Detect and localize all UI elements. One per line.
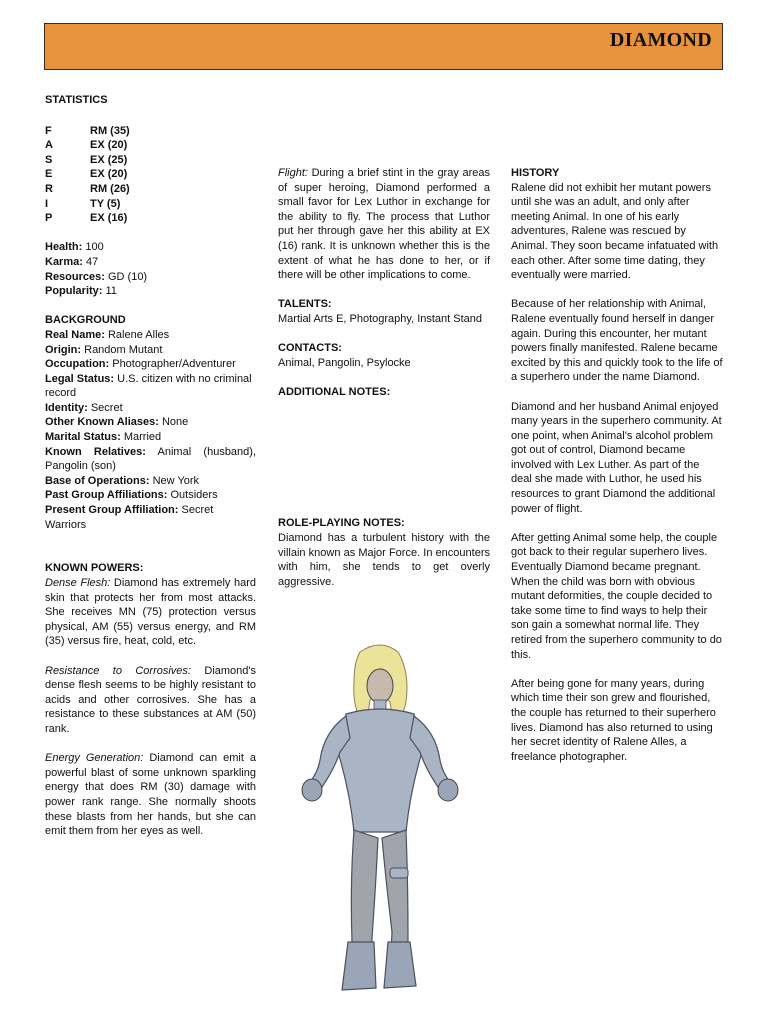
field-value: Photographer/Adventurer bbox=[109, 358, 236, 371]
field-label: Occupation: bbox=[45, 358, 110, 371]
resources-value: GD (10) bbox=[104, 270, 148, 283]
title-banner bbox=[44, 23, 723, 70]
resources-line bbox=[45, 270, 256, 285]
torso-shape bbox=[338, 709, 422, 832]
stat-value: EX (25) bbox=[90, 153, 128, 166]
field-label: Real Name: bbox=[45, 328, 105, 341]
field-value: Outsiders bbox=[167, 489, 218, 502]
stat-abbr: A bbox=[45, 139, 53, 152]
karma-line bbox=[45, 255, 256, 270]
stat-abbr: E bbox=[45, 168, 53, 181]
field-label: Base of Operations: bbox=[45, 474, 150, 487]
history-paragraph: After getting Animal some help, the couple got back to their regular superhero lives. Eventually Diamond became pregnant. When the child was born with obvious mutant deformities, the couple decided to take some time to find ways to help their son gain a somewhat normal life. They retired from the superhero community to do this. bbox=[511, 531, 722, 661]
resources-label: Resources: bbox=[45, 270, 105, 283]
field-label: Other Known Aliases: bbox=[45, 416, 159, 429]
power-name: Resistance to Corrosives: bbox=[45, 664, 191, 677]
statistics-heading: STATISTICS bbox=[45, 94, 108, 106]
field-value: Secret Warriors bbox=[45, 504, 214, 531]
popularity-value: 11 bbox=[102, 285, 117, 298]
field-label: Past Group Affiliations: bbox=[45, 489, 168, 502]
energy-continuation-spacer bbox=[278, 93, 490, 151]
contacts-text: Animal, Pangolin, Psylocke bbox=[278, 356, 411, 369]
karma-label: Karma: bbox=[45, 255, 83, 268]
health-value: 100 bbox=[82, 241, 104, 254]
power-text: During a brief stint in the gray areas of super heroing, Diamond performed a small favor for Lex Luthor in exchange for the ability to fly. The process that Luthor put her through gave her this ability at EX (16) rank. It is unknown whether this is the extent of what he has done to her, or if there will be other implications to come. bbox=[278, 166, 490, 282]
power-name: Dense Flesh: bbox=[45, 577, 111, 589]
stat-abbr: S bbox=[45, 153, 53, 166]
field-value: None bbox=[158, 416, 189, 429]
talents-text: Martial Arts E, Photography, Instant Stand bbox=[278, 312, 483, 325]
history-paragraph: Diamond and her husband Animal enjoyed many years in the superhero community. At one point, when Animal's alcohol problem got out of control, Diamond became involved with Lex Luther. As part of the deal she made with Luthor, he used his resources to grant Diamond the additional power of flight. bbox=[511, 400, 722, 515]
column-left bbox=[45, 93, 256, 839]
field-value: Married bbox=[120, 431, 162, 444]
field-value: Secret bbox=[87, 401, 123, 414]
field-label: Legal Status: bbox=[45, 372, 115, 385]
power-dense-flesh bbox=[45, 576, 256, 649]
power-energy-generation bbox=[45, 751, 256, 839]
stat-abbr: P bbox=[45, 212, 53, 225]
field-value: U.S. citizen with no criminal record bbox=[45, 372, 252, 400]
power-text: Diamond has extremely hard skin that protects her from most attacks. She receives MN (75) protection versus physical, AM (55) versus energy, and RM (35) versus fire, heat, cold, etc. bbox=[45, 577, 256, 648]
field-label: Origin: bbox=[45, 343, 82, 356]
statistics-table bbox=[45, 124, 256, 226]
stat-value: EX (16) bbox=[90, 212, 128, 225]
power-resistance bbox=[45, 664, 256, 737]
field-label: Identity: bbox=[45, 401, 88, 414]
karma-value: 47 bbox=[82, 255, 99, 268]
field-value: New York bbox=[149, 474, 200, 487]
field-real-name bbox=[45, 328, 256, 343]
background-heading: BACKGROUND bbox=[45, 314, 126, 327]
stat-value: RM (35) bbox=[90, 124, 130, 137]
powers-heading: KNOWN POWERS: bbox=[45, 562, 144, 575]
head-shape bbox=[367, 669, 393, 703]
field-aliases bbox=[45, 415, 256, 430]
field-label: Known Relatives: bbox=[45, 445, 146, 458]
health-line bbox=[45, 240, 256, 255]
stat-value: EX (20) bbox=[90, 139, 128, 152]
stat-value: EX (20) bbox=[90, 168, 128, 181]
roleplaying-heading: ROLE-PLAYING NOTES: bbox=[278, 517, 405, 530]
column-middle-content bbox=[278, 93, 490, 589]
power-flight bbox=[278, 166, 490, 283]
stat-abbr: F bbox=[45, 124, 52, 137]
power-name: Energy Generation: bbox=[45, 752, 144, 765]
field-value: Random Mutant bbox=[81, 343, 163, 356]
health-label: Health: bbox=[45, 241, 83, 254]
column-right bbox=[511, 166, 723, 764]
history-paragraph: Because of her relationship with Animal, Ralene eventually found herself in danger again. During this encounter, her mutant powers finally manifested. Ralene became excited by this and quickly took to the life of a superhero under the name Diamond. bbox=[511, 298, 723, 384]
field-past-groups bbox=[45, 488, 256, 503]
additional-notes-heading: ADDITIONAL NOTES: bbox=[278, 385, 391, 398]
roleplaying-text: Diamond has a turbulent history with the villain known as Major Force. In encounters with him, she tends to get overly aggressive. bbox=[278, 532, 490, 588]
field-label: Present Group Affiliation: bbox=[45, 504, 179, 517]
power-text: Diamond can emit a powerful blast of some unknown sparkling energy that does RM (30) damage with power rank range. She normally shoots these blasts from her hands, but she can emit them from her eyes as well. bbox=[45, 752, 256, 838]
history-paragraph: Ralene did not exhibit her mutant powers until she was an adult, and only after meeting Animal. In one of his early adventures, Ralene was rescued by Animal. They soon became infatuated with each other. After some time dating, they eventually were married. bbox=[511, 181, 719, 282]
power-name: Flight: bbox=[278, 166, 308, 179]
field-legal-status bbox=[45, 372, 256, 401]
field-identity bbox=[45, 401, 256, 416]
field-base bbox=[45, 474, 256, 489]
history-heading: HISTORY bbox=[511, 167, 560, 179]
field-origin bbox=[45, 343, 256, 358]
stat-abbr: I bbox=[45, 197, 49, 210]
field-value: Animal (husband), Pangolin (son) bbox=[45, 445, 257, 473]
field-value: Ralene Alles bbox=[104, 328, 170, 341]
contacts-heading: CONTACTS: bbox=[278, 342, 342, 355]
field-label: Marital Status: bbox=[45, 431, 121, 444]
stat-value: RM (26) bbox=[90, 182, 130, 195]
page-title: DIAMOND bbox=[609, 29, 712, 51]
field-marital-status bbox=[45, 430, 256, 445]
field-present-group bbox=[45, 503, 256, 532]
popularity-line bbox=[45, 284, 256, 299]
power-text: Diamond's dense flesh seems to be highly resistant to acids and other corrosives. She has a resistance to these substances at AM (50) rank. bbox=[45, 664, 256, 735]
popularity-label: Popularity: bbox=[45, 285, 103, 298]
diamond-character-illustration bbox=[290, 642, 470, 1002]
talents-heading: TALENTS: bbox=[278, 298, 332, 311]
stat-value: TY (5) bbox=[90, 197, 121, 210]
field-occupation bbox=[45, 357, 256, 372]
history-paragraph: After being gone for many years, during which time their son grew and flourished, the couple has returned to their superhero lives. Diamond has also returned to using her secret identity of Ralene Alles, a freelance photographer. bbox=[511, 677, 716, 763]
stat-abbr: R bbox=[45, 182, 53, 195]
field-relatives bbox=[45, 445, 256, 474]
